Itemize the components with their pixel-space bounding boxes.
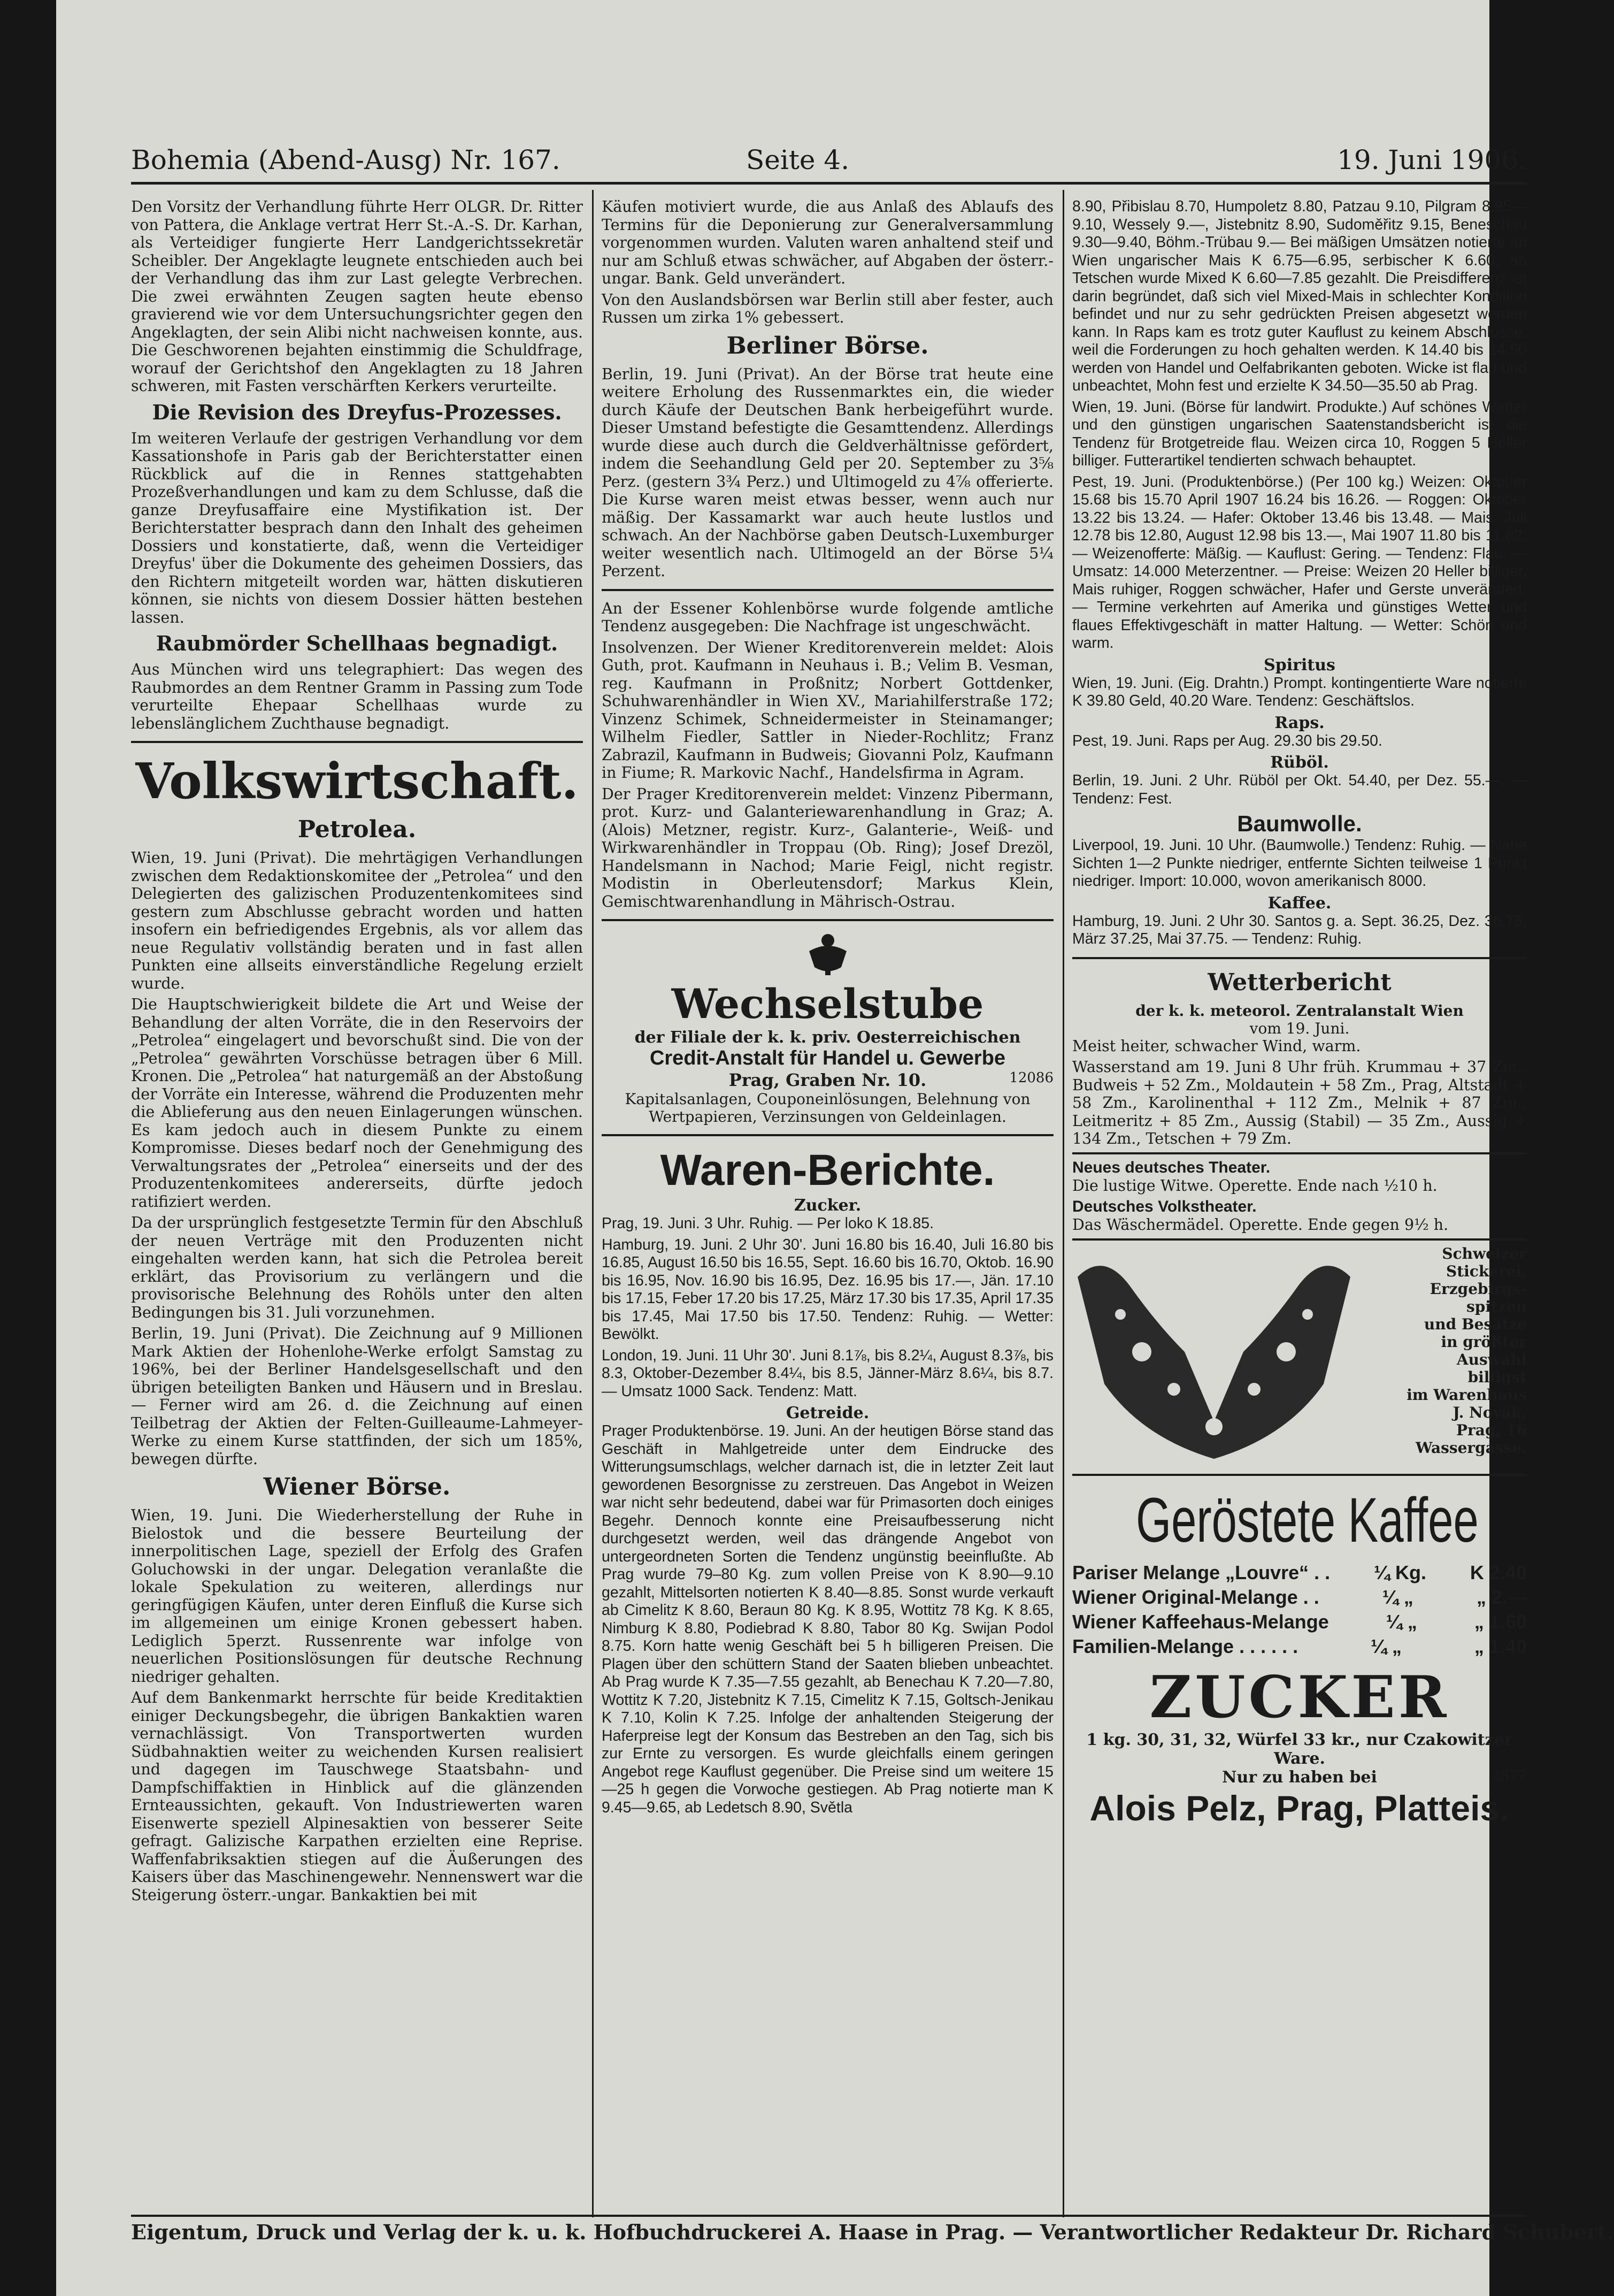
footer-rule xyxy=(131,2215,1527,2217)
stickerei-ad xyxy=(1072,1245,1527,1470)
kaffee-ad-title: Geröstete Kaffee xyxy=(1136,1484,1479,1556)
zucker-ad-source xyxy=(1072,1768,1527,1787)
price-row-name: Wiener Kaffeehaus-Melange xyxy=(1072,1610,1329,1633)
auslandsboersen: Von den Auslandsbörsen war Berlin still aber fester, auch Russen um zirka 1% gebessert. xyxy=(602,290,1054,326)
petrolea-heading: Petrolea. xyxy=(297,816,417,843)
wechselstube-ad xyxy=(602,930,1054,1126)
petrolea-paragraph: Wien, 19. Juni (Privat). Die mehrtägigen Verhandlungen zwischen dem Redaktionskomitee der „Petrolea“ und den Delegierten des galizischen Produzentenkomitees sind gestern zum Abschlusse gebracht worden und hatten insofern ein befriedigendes Ergebnis, als vor allem das neue Regulativ vollständig beraten und in fast allen Punkten eine allseits einverständliche Regelung erzielt wurde. xyxy=(131,849,583,992)
imprint-footer: Eigentum, Druck und Verlag der k. u. k. Hofbuchdruckerei A. Haase in Prag. — Verantwortlicher Redakteur Dr. Richard Schubert. xyxy=(131,2220,1614,2244)
lace-ornament-icon xyxy=(1072,1245,1356,1464)
berliner-boerse-heading: Berliner Börse. xyxy=(726,332,929,359)
rule xyxy=(1072,1152,1527,1154)
raps-heading: Raps. xyxy=(1274,713,1325,732)
pelz-firm: Alois Pelz, Prag, Platteis. xyxy=(1089,1788,1510,1828)
stickerei-line: Stickerei, xyxy=(1446,1262,1527,1280)
zucker-heading: Zucker. xyxy=(794,1196,862,1215)
stickerei-line: im Warenhaus xyxy=(1407,1386,1527,1404)
rule xyxy=(602,589,1054,591)
theater1-text: Die lustige Witwe. Operette. Ende nach ½10 h. xyxy=(1072,1176,1438,1195)
stickerei-line: Schweizer xyxy=(1442,1244,1527,1262)
price-row-price: „ 1.60 xyxy=(1474,1610,1527,1633)
getreide-pest: Pest, 19. Juni. (Produktenbörse.) (Per 100 kg.) Weizen: Oktober 15.68 bis 15.70 April 1907 16.24 bis 16.26. — Roggen: Oktober 13.22 bis 13.24. — Hafer: Oktober 13.46 bis 13.48. — Mais: Juli 12.78 bis 12.80, August 12.98 bis 13.—, Mai 1907 11.80 bis 11.82. — Weizenofferte: Mäßig. — Kauflust: Gering. — Tendenz: Flau. — Umsatz: 14.000 Meterzentner. — Preise: Weizen 20 Heller billiger, Mais ruhiger, Roggen schwächer, Hafer und Gerste unverändert. — Termine verkehrten auf Amerika und günstiges Wetter und flaues Effektivgeschäft in matter Haltung. — Wetter: Schön und warm. xyxy=(1072,473,1527,652)
kaffee-price-row xyxy=(1072,1610,1527,1634)
wiener-boerse-paragraph: Wien, 19. Juni. Die Wiederherstellung der Ruhe in Bielostok und die bessere Beurteilung der innerpolitischen Lage, speziell der Erfolg des Grafen Goluchowski in der ungar. Delegation veranlaßte die lokale Spekulation zu weiteren, allerdings nur geringfügigen Käufen, unter deren Einfluß die Kurse sich im allgemeinen um einige Kronen gebessert haben. Lediglich 5perzt. Russenrente war infolge von neuerlichen Positionslösungen für deutsche Rechnung niedriger gehalten. xyxy=(131,1506,583,1686)
getreide-wien: Wien, 19. Juni. (Börse für landwirt. Produkte.) Auf schönes Wetter und den günstigen ungarischen Saatenstandsbericht ist die Tendenz für Brotgetreide flau. Weizen circa 10, Roggen 5 Heller billiger. Futterartikel tendierten schwach behauptet. xyxy=(1072,398,1527,469)
price-row-name: Familien-Melange . . . . . . xyxy=(1072,1635,1298,1657)
wechselstube-address xyxy=(602,1070,1054,1090)
volkswirtschaft-heading: Volkswirtschaft. xyxy=(135,752,579,810)
price-row-name: Pariser Melange „Louvre“ . . xyxy=(1072,1561,1331,1583)
theater1-heading: Neues deutsches Theater. xyxy=(1072,1158,1271,1176)
baumwolle-liverpool: Liverpool, 19. Juni. 10 Uhr. (Baumwolle.) Tendenz: Ruhig. — Nahe Sichten 1—2 Punkte niedriger, entfernte Sichten teilweise 1 Punkt niedriger. Import: 10.000, wovon amerikanisch 8000. xyxy=(1072,837,1527,890)
column-divider-1 xyxy=(592,190,594,2217)
price-row-price: K 2.40 xyxy=(1470,1561,1527,1583)
petrolea-paragraph: Da der ursprünglich festgesetzte Termin für den Abschluß der neuen Verträge mit den Produzenten nicht eingehalten werden kann, hat sich die Petrolea bereit erklärt, das Provisorium zu verlängern und die provisorische Belehnung des Rohöls unter den alten Bedingungen bis 31. Juli vorzunehmen. xyxy=(131,1214,583,1321)
boerse-continued: Käufen motiviert wurde, die aus Anlaß des Ablaufs des Termins für die Deponierung zur Generalversammlung vorgenommen wurden. Valuten waren anhaltend steif und nur am Schluß etwas schwächer, auf Abgaben der österr.-ungar. Bank. Geld unverändert. xyxy=(602,198,1054,287)
petrolea-paragraph: Die Hauptschwierigkeit bildete die Art und Weise der Behandlung der alten Vorräte, die in den Reservoirs der „Petrolea“ eingelagert und bevorschußt sind. Die von der „Petrolea“ gewährten Vorschüsse betragen über 6 Mill. Kronen. Die „Petrolea“ hat naturgemäß an der Abstoßung der Vorräte ein Interesse, während die Produzenten mehr die Ablieferung aus den neuen Einlagerungen wünschen. Es kam jedoch auch in diesem Punkte zu einem Kompromisse. Dieses bedarf noch der Genehmigung des Verwaltungsrates der „Petrolea“ einerseits und der des Produzentenkomitees andererseits, dürfte jedoch ratifiziert werden. xyxy=(131,996,583,1211)
column-2 xyxy=(602,198,1054,2241)
kaffee-price-row xyxy=(1072,1634,1527,1659)
page-frame xyxy=(131,139,1614,2274)
header-rule xyxy=(131,182,1527,185)
theater2-heading: Deutsches Volkstheater. xyxy=(1072,1198,1257,1215)
ad-number: 2877 xyxy=(1491,1767,1527,1784)
price-row-price: „ 1.40 xyxy=(1474,1635,1527,1657)
header-page-number: Seite 4. xyxy=(746,144,850,175)
stickerei-line: und Besätze xyxy=(1424,1315,1527,1333)
wiener-boerse-heading: Wiener Börse. xyxy=(263,1473,451,1501)
rule xyxy=(1072,1238,1527,1241)
wetterbericht-sub1: der k. k. meteorol. Zentralanstalt Wien xyxy=(1135,1001,1464,1020)
page-header xyxy=(131,139,1527,187)
zucker-ad-line: 1 kg. 30, 31, 32, Würfel 33 kr., nur Czakowitzer Ware. xyxy=(1086,1730,1513,1768)
stickerei-line: spitzen xyxy=(1466,1297,1527,1315)
rule xyxy=(1072,957,1527,959)
header-masthead: Bohemia (Abend-Ausg) Nr. 167. xyxy=(131,144,560,175)
zucker-ad-title: ZUCKER xyxy=(1149,1663,1450,1731)
ruboel-heading: Rüböl. xyxy=(1270,753,1329,772)
column-divider-2 xyxy=(1063,190,1064,2217)
dreyfus-heading: Die Revision des Dreyfus-Prozesses. xyxy=(152,400,562,424)
header-date: 19. Juni 1906. xyxy=(1337,144,1527,175)
baumwolle-heading: Baumwolle. xyxy=(1237,811,1362,836)
column-1 xyxy=(131,198,583,2241)
wechselstube-address-text: Prag, Graben Nr. 10. xyxy=(728,1070,927,1090)
price-row-unit: ¼ „ xyxy=(1370,1635,1402,1657)
wechselstube-line2: Credit-Anstalt für Handel u. Gewerbe xyxy=(649,1047,1006,1069)
waren-berichte-heading: Waren-Berichte. xyxy=(660,1146,995,1195)
eagle-emblem-icon xyxy=(804,930,852,978)
wetterbericht-sub2: vom 19. Juni. xyxy=(1249,1019,1350,1037)
kaffee-heading: Kaffee. xyxy=(1267,893,1332,913)
rule xyxy=(602,1134,1054,1136)
column-3 xyxy=(1072,198,1527,2241)
stickerei-line: J. Novák, xyxy=(1452,1403,1527,1421)
kaffee-price-row xyxy=(1072,1560,1527,1585)
stickerei-line: Auswahl xyxy=(1456,1350,1527,1368)
stickerei-text xyxy=(1356,1245,1527,1470)
kaffee-ad xyxy=(1072,1480,1527,1830)
zucker-prag: Prag, 19. Juni. 3 Uhr. Ruhig. — Per loko K 18.85. xyxy=(602,1215,934,1232)
rule xyxy=(1072,1474,1527,1476)
price-row-unit: ¼ Kg. xyxy=(1374,1561,1427,1583)
essener-kohlenboerse: An der Essener Kohlenbörse wurde folgende amtliche Tendenz ausgegeben: Die Nachfrage ist ungeschwächt. xyxy=(602,599,1054,635)
schellhaas-heading: Raubmörder Schellhaas begnadigt. xyxy=(156,631,558,655)
stickerei-line: Erzgebirgs- xyxy=(1429,1280,1527,1298)
price-row-unit: ¼ „ xyxy=(1382,1586,1413,1608)
raps-pest: Pest, 19. Juni. Raps per Aug. 29.30 bis 29.50. xyxy=(1072,732,1382,749)
dreyfus-article: Im weiteren Verlaufe der gestrigen Verhandlung vor dem Kassationshofe in Paris gab der Berichterstatter einen Rückblick auf die in Rennes stattgehabten Prozeßverhandlungen und kam zu dem Schlusse, daß die ganze Dreyfusaffaire eine Mystifikation ist. Der Berichterstatter besprach dann den Inhalt des geheimen Dossiers und konstatierte, daß, wenn die Verteidiger Dreyfus' über die Dokumente des geheimen Dossiers, das den Richtern mitgeteilt worden war, hätten diskutieren können, sie nichts von diesem Dossier hätten bestehen lassen. xyxy=(131,429,583,626)
ruboel-berlin: Berlin, 19. Juni. 2 Uhr. Rüböl per Okt. 54.40, per Dez. 55.—. — Tendenz: Fest. xyxy=(1072,772,1527,807)
price-row-name: Wiener Original-Melange . . xyxy=(1072,1586,1319,1608)
wetterbericht-text: Meist heiter, schwacher Wind, warm. xyxy=(1072,1037,1361,1055)
zucker-london: London, 19. Juni. 11 Uhr 30'. Juni 8.1⅞, bis 8.2¼, August 8.3⅞, bis 8.3, Oktober-Dezember 8.4¼, bis 8.5, Jänner-März 8.6¼, bis 8.7. — Umsatz 1000 Sack. Tendenz: Matt. xyxy=(602,1346,1054,1400)
wechselstube-services: Kapitalsanlagen, Couponeinlösungen, Belehnung von Wertpapieren, Verzinsungen von Geldeinlagen. xyxy=(625,1090,1031,1126)
insolvenzen-prag: Der Prager Kreditorenverein meldet: Vinzenz Pibermann, prot. Kurz- und Galanteriewarenhandlung in Graz; A. (Alois) Metzner, registr. Kurz-, Galanterie-, Weiß- und Wirkwarenhändler in Troppau (Ob. Ring); Josef Drezöl, Handelsmann in Nachod; Marie Feigl, nicht registr. Modistin in Oberleutensdorf; Markus Klein, Gemischtwarenhandlung in Mährisch-Ostrau. xyxy=(602,785,1054,910)
wechselstube-line1: der Filiale der k. k. priv. Oesterreichischen xyxy=(634,1028,1021,1047)
kaffee-price-row xyxy=(1072,1585,1527,1610)
trial-report: Den Vorsitz der Verhandlung führte Herr OLGR. Dr. Ritter von Pattera, die Anklage vertrat Herr St.-A.-S. Dr. Karhan, als Verteidiger fungierte Herr Landgerichtssekretär Scheibler. Der Angeklagte leugnete entschieden auch bei der Verhandlung das ihm zur Last gelegte Verbrechen. Die zwei erwähnten Zeugen sagten heute ebenso gravierend wie vor dem Untersuchungsrichter gegen den Angeklagten, der sein Alibi nicht nachweisen konnte, aus. Die Geschworenen bejahten einstimmig die Schuldfrage, worauf der Gerichtshof den Angeklagten zu 18 Jahren schweren, mit Fasten verschärften Kerkers verurteilte. xyxy=(131,198,583,395)
wiener-boerse-paragraph: Auf dem Bankenmarkt herrschte für beide Kreditaktien einiger Deckungsbegehr, die übrigen Bankaktien waren vernachlässigt. Von Transportwerten wurden Südbahnaktien weiter zu weichenden Kursen realisiert und dagegen im Tauschwege Staatsbahn- und Dampfschiffaktien in Hinblick auf die glänzenden Ernteaussichten, gekauft. Von Industriewerten waren Eisenwerte speziell Alpinesaktien von besserer Seite gefragt. Galizische Karpathen erzielten eine Reprise. Waffenfabriksaktien stiegen auf die Äußerungen des Kaisers über das Maschinengewehr. Nennenswert war die Steigerung österr.-ungar. Bankaktien bei mit xyxy=(131,1689,583,1904)
zucker-hamburg: Hamburg, 19. Juni. 2 Uhr 30'. Juni 16.80 bis 16.40, Juli 16.80 bis 16.85, August 16.50 bis 16.55, Sept. 16.60 bis 16.70, Oktob. 16.90 bis 16.95, Nov. 16.90 bis 16.95, Dez. 16.95 bis 17.—, Jän. 17.10 bis 17.15, Feber 17.20 bis 17.25, März 17.30 bis 17.35, April 17.35 bis 17.45, Mai 17.50 bis 17.50. Tendenz: Ruhig. — Wetter: Bewölkt. xyxy=(602,1236,1054,1343)
rule xyxy=(602,919,1054,921)
spiritus-heading: Spiritus xyxy=(1264,655,1335,675)
wasserstand-text: Wasserstand am 19. Juni 8 Uhr früh. Krummau + 37 Zm., Budweis + 52 Zm., Moldautein + 58 Zm., Prag, Altstadt + 58 Zm., Karolinenthal + 112 Zm., Melnik + 87 Zm., Leitmeritz + 85 Zm., Aussig (Stabil) — 35 Zm., Aussig + 134 Zm., Tetschen + 79 Zm. xyxy=(1072,1058,1527,1147)
getreide-continued: 8.90, Přibislau 8.70, Humpoletz 8.80, Patzau 9.10, Pilgram 8.95—9.10, Wessely 9.—, Jistebnitz 8.90, Sudoměřitz 9.15, Beneschau 9.30—9.40, Böhm.-Trübau 9.— Bei mäßigen Umsätzen notierte ab Wien ungarischer Mais K 6.75—6.95, serbischer K 6.60, ab Tetschen wurde Mixed K 6.60—7.85 gezahlt. Die Preisdifferenz ist darin begründet, daß sich viel Mixed-Mais in schlechter Kondition befindet und nur zu sehr gedrückten Preisen abgesetzt werden kann. In Raps kam es trotz guter Kauflust zu keinem Abschlusse, weil die Forderungen zu hoch gehalten werden. K 14.40 bis 14.50 werden von Handel und Oelfabrikanten geboten. Wicke ist flau und unbeachtet, Mohn fest und erzielte K 34.50—35.50 ab Prag. xyxy=(1072,198,1527,394)
spiritus-wien: Wien, 19. Juni. (Eig. Drahtn.) Prompt. kontingentierte Ware notierte K 39.80 Geld, 40.20 Ware. Tendenz: Geschäftslos. xyxy=(1072,674,1527,709)
wechselstube-title: Wechselstube xyxy=(671,980,984,1028)
price-row-price: „ 2.— xyxy=(1476,1586,1527,1608)
kaffee-hamburg: Hamburg, 19. Juni. 2 Uhr 30. Santos g. a. Sept. 36.25, Dez. 36.75, März 37.25, Mai 37.75. — Tendenz: Ruhig. xyxy=(1072,912,1527,947)
stickerei-line: in größter xyxy=(1441,1333,1527,1351)
wetterbericht-heading: Wetterbericht xyxy=(1208,968,1392,996)
section-rule xyxy=(131,741,583,743)
price-row-unit: ¼ „ xyxy=(1386,1610,1417,1633)
zu-haben-text: Nur zu haben bei xyxy=(1222,1767,1377,1787)
theater2-text: Das Wäschermädel. Operette. Ende gegen 9½ h. xyxy=(1072,1216,1449,1234)
berliner-boerse-article: Berlin, 19. Juni (Privat). An der Börse trat heute eine weitere Erholung des Russenmarktes ein, die wieder durch Käufe der Deutschen Bank herbeigeführt wurde. Dieser Umstand befestigte die Gesamttendenz. Allerdings wurde diese auch durch die Geldverhältnisse gefördert, indem die Seehandlung Geld per 20. September zu 3⅝ Perz. (gestern 3¾ Perz.) und Ultimogeld zu 4⅞ offerierte. Die Kurse waren meist etwas besser, wenn auch nur mäßig. Der Kassamarkt war auch heute lustlos und schwach. An der Nachbörse gaben Deutsch-Luxemburger weiter wesentlich nach. Ultimogeld an der Börse 5¼ Perzent. xyxy=(602,365,1054,580)
getreide-heading: Getreide. xyxy=(786,1404,870,1422)
newspaper-page xyxy=(56,0,1614,2296)
ad-number: 12086 xyxy=(1009,1070,1054,1086)
berlin-zeichnung-article: Berlin, 19. Juni (Privat). Die Zeichnung auf 9 Millionen Mark Aktien der Hohenlohe-Werke erfolgt Samstag zu 196%, bei der Berliner Handelsgesellschaft und den übrigen beteiligten Banken und Häusern und in Breslau. — Ferner wird am 26. d. die Zeichnung auf einen Teilbetrag der Aktien der Felten-Guilleaume-Lahmeyer-Werke zu einem Kurse stattfinden, der sich um 185%, bewegen dürfte. xyxy=(131,1325,583,1468)
stickerei-line: billigst xyxy=(1467,1368,1527,1386)
getreide-prag: Prager Produktenbörse. 19. Juni. An der heutigen Börse stand das Geschäft in Mahlgetreide unter dem Eindrucke des Witterungsumschlags, welcher darnach ist, die in letzter Zeit laut gewordenen Besorgnisse zu zerstreuen. Das Angebot in Weizen war nicht sehr bedeutend, dabei war für Primasorten doch einiges Begehr. Dennoch konnte eine Preisaufbesserung nicht durchgesetzt werden, weil das drängende Angebot von untergeordneten Sorten die Tendenz ungünstig beeinflußte. Ab Prag wurde 79–80 Kg. zum vollen Preise von K 8.90—9.10 gezahlt, Mittelsorten notierten K 8.40—8.85. Sonst wurde verkauft ab Cimelitz K 8.60, Beraun 80 Kg. K 8.95, Wottitz 78 Kg. K 8.65, Nimburg K 8.80, Podiebrad K 8.80, Tabor 80 Kg. Swijan Podol 8.75. Korn hatte wenig Geschäft bei 5 h billigeren Preisen. Die Plagen über den schüttern Stand der Saaten blieben unbeachtet. Ab Prag wurde K 7.35—7.55 gezahlt, ab Benechau K 7.20—7.80, Wottitz K 7.20, Jistebnitz K 7.15, Cimelitz K 7.15, Goltsch-Jenikau K 7.10, Kolin K 7.25. Infolge der anhaltenden Steigerung der Haferpreise legt der Konsum das Bestreben an den Tag, sich bis zur Ernte zu versorgen. Es wurde gleichfalls einem geringen Angebot rege Kauflust gegenüber. Die Preise sind um weitere 15—25 h gegen die Vorwoche gestiegen. Ab Prag notierte man K 9.45—9.65, ab Ledetsch 8.90, Světla xyxy=(602,1422,1054,1816)
schellhaas-article: Aus München wird uns telegraphiert: Das wegen des Raubmordes an dem Rentner Gramm in Passing zum Tode verurteilte Ehepaar Schellhaas wurde zu lebenslänglichem Zuchthause begnadigt. xyxy=(131,661,583,732)
stickerei-line: Wassergasse. xyxy=(1415,1438,1527,1457)
insolvenzen-wien: Insolvenzen. Der Wiener Kreditorenverein meldet: Alois Guth, prot. Kaufmann in Neuhaus i. B.; Velim B. Vesman, reg. Kaufmann in Proßnitz; Norbert Gottdenker, Schuhwarenhändler in Wien XV., Mariahilferstraße 172; Vinzenz Schimek, Schneidermeister in Steinamanger; Wilhelm Fiedler, Sattler in Nieder-Rochlitz; Franz Zabrazil, Kaufmann in Budweis; Giovanni Polz, Kaufmann in Fiume; R. Markovic Nachf., Handelsfirma in Agram. xyxy=(602,638,1054,782)
stickerei-line: Prag, 16 xyxy=(1456,1421,1527,1439)
